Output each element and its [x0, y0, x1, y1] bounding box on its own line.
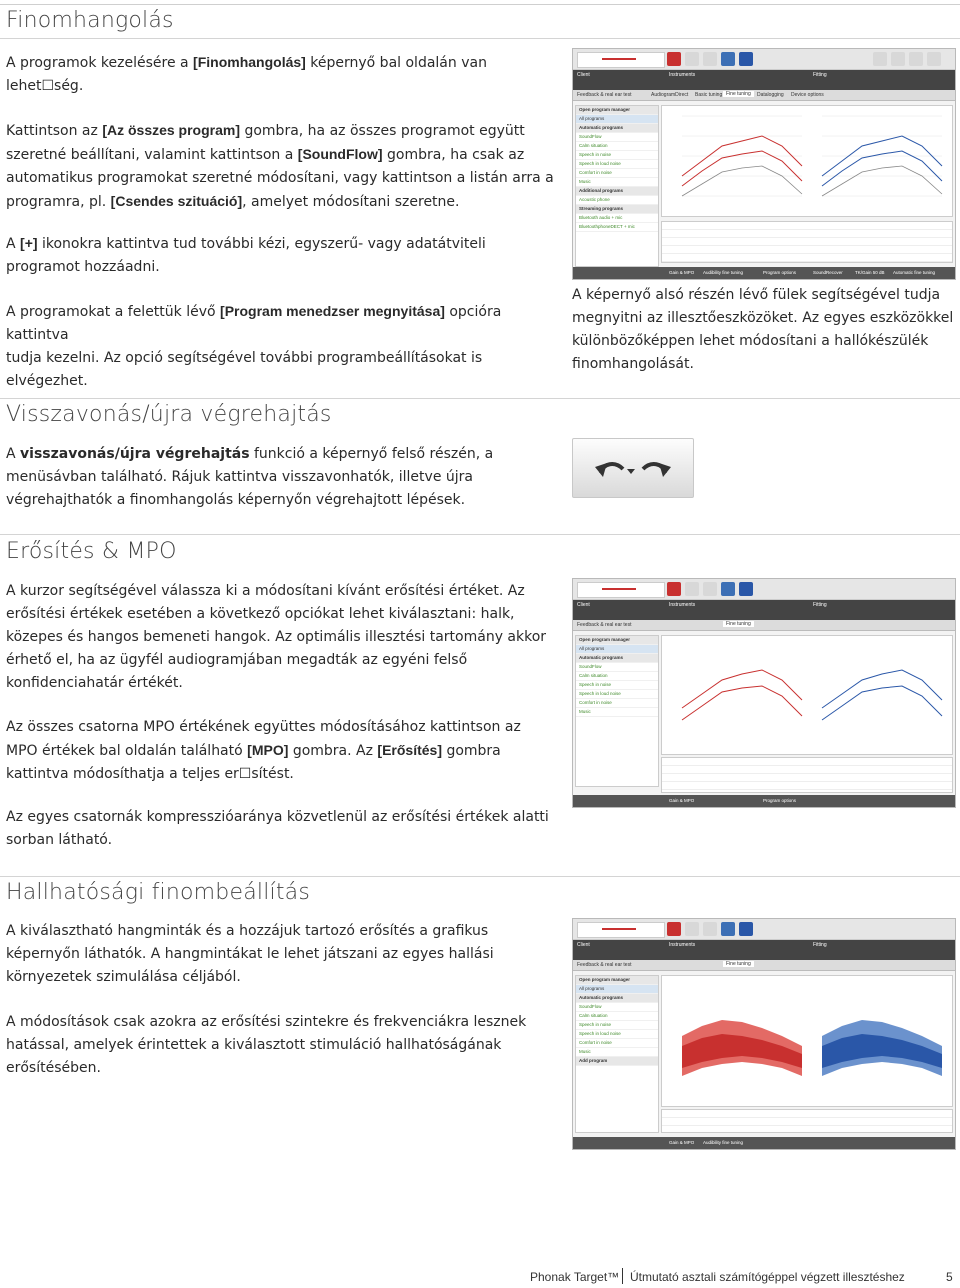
- text: A: [6, 236, 21, 252]
- text: képernyő bal oldalán van lehet☐ség.: [6, 55, 487, 94]
- ui-term: [Csendes szituáció]: [110, 193, 243, 209]
- ui-term: visszavonás/újra végrehajtás: [20, 446, 250, 462]
- program-item[interactable]: Calm situation: [576, 672, 658, 681]
- tab-soundrecover[interactable]: SoundRecover: [813, 270, 843, 275]
- mpo-paragraph-1: A kurzor segítségével válassza ki a módosítani kívánt erősítési értéket. Az erősítési értékek esetében a következő opciókat lehet kiválasztani: halk, közepes és hangos bemeneti hangok. Az optimális illesztési tartomány akkor érhető el, ha az ügyfél audiogramjában megadták az egyéni felső konfidenciahatár értékét.: [6, 583, 547, 691]
- undo-paragraph: [6, 443, 554, 512]
- tab-fitting[interactable]: Fitting: [813, 602, 827, 608]
- program-group: Streaming programs: [576, 205, 658, 214]
- program-list: [575, 975, 659, 1133]
- nav-audiogramdirect[interactable]: AudiogramDirect: [651, 92, 689, 98]
- gain-curves: [662, 106, 952, 216]
- hall-paragraph-2: A módosítások csak azokra az erősítési szintekre és frekvenciákra lesznek hatással, amelyek érintettek a kiválasztott stimuláció hallhatóságának erősítésében.: [6, 1014, 527, 1076]
- program-item[interactable]: Speech in loud noise: [576, 1030, 658, 1039]
- program-item[interactable]: Comfort in noise: [576, 169, 658, 178]
- audibility-screenshot: [572, 918, 956, 1150]
- fine-tuning-screenshot-1: [572, 48, 956, 280]
- program-item[interactable]: Music: [576, 178, 658, 187]
- program-group: Additional programs: [576, 187, 658, 196]
- toolbar-icon: [739, 582, 753, 596]
- top-rule: [0, 4, 960, 5]
- section-title-hallhatosagi: Hallhatósági finombeállítás: [6, 880, 310, 905]
- program-list: [575, 105, 659, 267]
- program-item[interactable]: SoundFlow: [576, 663, 658, 672]
- text: gombra, ha csak az automatikus programokat szeretné módosítani, vagy kattintson a listán arra a programra, pl.: [6, 147, 554, 210]
- program-item[interactable]: Comfort in noise: [576, 1039, 658, 1048]
- toolbar-icon: [873, 52, 887, 66]
- section-rule: [0, 398, 960, 399]
- add-program-button[interactable]: Add program: [576, 1057, 658, 1066]
- nav-basic-tuning[interactable]: Basic tuning: [695, 92, 723, 98]
- tab-tk-gain[interactable]: TK/Gain 50 dB: [855, 270, 885, 275]
- tab-gain-mpo[interactable]: Gain & MPO: [669, 1140, 695, 1145]
- logo: [577, 922, 665, 938]
- toolbar: [573, 49, 955, 70]
- toolbar-icon: [685, 582, 699, 596]
- ui-term: [MPO]: [247, 742, 289, 758]
- fitting-nav: [573, 90, 955, 101]
- open-program-manager[interactable]: Open program manager: [576, 106, 658, 115]
- fitting-nav: [573, 960, 955, 971]
- program-item[interactable]: Speech in noise: [576, 681, 658, 690]
- ui-term: [+]: [20, 235, 38, 251]
- finom-paragraph-3: [6, 232, 554, 279]
- tool-tabs: [573, 795, 955, 807]
- gain-curves: [662, 636, 952, 754]
- text: ikonokra kattintva tud további kézi, egyszerű- vagy adatátviteli programot hozzáadni.: [6, 236, 486, 275]
- open-program-manager[interactable]: Open program manager: [576, 636, 658, 645]
- toolbar-icon: [739, 52, 753, 66]
- gain-table: [661, 757, 953, 793]
- section-rule: [0, 38, 960, 39]
- tab-client[interactable]: Client: [577, 72, 590, 78]
- footer-doc-title: Útmutató asztali számítógéppel végzett illesztéshez: [630, 1270, 905, 1284]
- logo: [577, 52, 665, 68]
- toolbar-icon: [703, 922, 717, 936]
- program-group: Automatic programs: [576, 124, 658, 133]
- section-rule: [0, 534, 960, 535]
- tool-tabs: [573, 267, 955, 279]
- tab-audibility[interactable]: Audibility fine tuning: [703, 1140, 744, 1145]
- toolbar-icon: [685, 922, 699, 936]
- text: A: [6, 446, 21, 462]
- toolbar-icon: [721, 922, 735, 936]
- toolbar: [573, 919, 955, 940]
- text: opcióra kattintva: [6, 304, 502, 343]
- program-item[interactable]: SoundFlow: [576, 133, 658, 142]
- tab-auto-fine-tuning[interactable]: Automatic fine tuning: [893, 270, 936, 275]
- program-group: Automatic programs: [576, 654, 658, 663]
- main-tabs: [573, 940, 955, 960]
- toolbar-icon: [721, 582, 735, 596]
- gain-chart: [661, 635, 953, 755]
- program-all[interactable]: All programs: [576, 645, 658, 654]
- ui-term: [Program menedzser megnyitása]: [220, 303, 445, 319]
- tab-gain-mpo[interactable]: Gain & MPO: [669, 270, 695, 275]
- nav-feedback[interactable]: Feedback & real ear test: [577, 962, 632, 968]
- toolbar-icon: [703, 582, 717, 596]
- tab-audibility[interactable]: Audibility fine tuning: [703, 270, 744, 275]
- toolbar-icon: [721, 52, 735, 66]
- text: A programokat a felettük lévő: [6, 304, 221, 320]
- tab-instruments[interactable]: Instruments: [669, 602, 696, 608]
- hall-paragraph-1: A kiválasztható hangminták és a hozzájuk tartozó erősítés a grafikus képernyőn láthatók. A hangmintákat le lehet játszani az egyes hallási környezetek szimulálása céljából.: [6, 923, 494, 985]
- finom-paragraph-4: [6, 300, 554, 393]
- program-all[interactable]: All programs: [576, 985, 658, 994]
- toolbar-icon: [927, 52, 941, 66]
- program-list: [575, 635, 659, 787]
- tab-program-options[interactable]: Program options: [763, 270, 797, 275]
- tab-fitting[interactable]: Fitting: [813, 942, 827, 948]
- redo-icon[interactable]: [643, 463, 671, 477]
- program-item[interactable]: SoundFlow: [576, 1003, 658, 1012]
- nav-feedback[interactable]: Feedback & real ear test: [577, 92, 632, 98]
- gain-table: [661, 221, 953, 263]
- undo-icon[interactable]: [595, 463, 623, 477]
- program-item[interactable]: Calm situation: [576, 1012, 658, 1021]
- text: gombra, ha az összes programot együtt szeretné beállítani, valamint kattintson a: [6, 123, 525, 163]
- section-title-finomhangolas: Finomhangolás: [6, 8, 174, 33]
- toolbar-icon: [685, 52, 699, 66]
- tab-fitting[interactable]: Fitting: [813, 72, 827, 78]
- program-item[interactable]: BluetoothphoneDECT + mic: [576, 223, 658, 232]
- program-item[interactable]: Speech in noise: [576, 1021, 658, 1030]
- toolbar-icon: [667, 582, 681, 596]
- program-item[interactable]: Acoustic phone: [576, 196, 658, 205]
- ui-term: [Az összes program]: [102, 122, 241, 138]
- text: A programok kezelésére a: [6, 55, 194, 71]
- ui-term: [Erősítés]: [377, 742, 442, 758]
- tab-client[interactable]: Client: [577, 602, 590, 608]
- program-item[interactable]: Bluetooth audio + mic: [576, 214, 658, 223]
- nav-fine-tuning[interactable]: Fine tuning: [723, 621, 754, 627]
- open-program-manager[interactable]: Open program manager: [576, 976, 658, 985]
- program-item[interactable]: Calm situation: [576, 142, 658, 151]
- section-title-mpo: Erősítés & MPO: [6, 539, 177, 564]
- nav-fine-tuning[interactable]: Fine tuning: [723, 91, 754, 97]
- toolbar-icon: [667, 922, 681, 936]
- tab-gain-mpo[interactable]: Gain & MPO: [669, 798, 695, 803]
- finom-right-paragraph: A képernyő alsó részén lévő fülek segítségével tudja megnyitni az illesztőeszközöket. Az egyes eszközökkel különbözőképpen lehet módosítani a hallókészülék finomhangolását.: [572, 287, 954, 372]
- program-item[interactable]: Speech in noise: [576, 151, 658, 160]
- mpo-paragraph-3: Az egyes csatornák kompresszióaránya közvetlenül az erősítési értékek alatti sorban látható.: [6, 809, 549, 848]
- text: gombra kattintva módosíthatja a teljes er☐sítést.: [6, 743, 501, 782]
- footer-separator: [622, 1268, 623, 1284]
- logo: [577, 582, 665, 598]
- fitting-nav: [573, 620, 955, 631]
- fine-tuning-screenshot-2: [572, 578, 956, 808]
- chevron-down-icon[interactable]: [627, 469, 635, 474]
- gain-chart: [661, 105, 953, 217]
- undo-redo-toolbar: [572, 438, 694, 498]
- nav-datalogging[interactable]: Datalogging: [757, 92, 784, 98]
- section-title-visszavonas: Visszavonás/újra végrehajtás: [6, 402, 332, 427]
- section-rule: [0, 876, 960, 877]
- program-group: Automatic programs: [576, 994, 658, 1003]
- mpo-paragraph-2: [6, 716, 554, 786]
- footer-brand: Phonak Target™: [530, 1270, 620, 1284]
- toolbar-icon: [667, 52, 681, 66]
- text: gombra. Az: [288, 743, 378, 759]
- program-item[interactable]: Speech in loud noise: [576, 690, 658, 699]
- ui-term: [SoundFlow]: [297, 146, 383, 162]
- finom-paragraph-1: [6, 51, 554, 98]
- toolbar-icon: [891, 52, 905, 66]
- toolbar: [573, 579, 955, 600]
- text: Az összes csatorna MPO értékének együttes módosításához kattintson az MPO értékek bal oldalán található: [6, 719, 521, 759]
- stimulus-selector[interactable]: [661, 1109, 953, 1133]
- text: Kattintson az: [6, 123, 103, 139]
- page-number: 5: [946, 1270, 953, 1284]
- text: , amelyet módosítani szeretne.: [242, 194, 460, 210]
- nav-fine-tuning[interactable]: Fine tuning: [723, 961, 754, 967]
- main-tabs: [573, 70, 955, 90]
- program-all[interactable]: All programs: [576, 115, 658, 124]
- nav-device-options[interactable]: Device options: [791, 92, 824, 98]
- tool-tabs: [573, 1137, 955, 1149]
- program-item[interactable]: Comfort in noise: [576, 699, 658, 708]
- program-item[interactable]: Music: [576, 708, 658, 717]
- toolbar-icon: [909, 52, 923, 66]
- audibility-bands: [662, 976, 952, 1106]
- program-item[interactable]: Music: [576, 1048, 658, 1057]
- program-item[interactable]: Speech in loud noise: [576, 160, 658, 169]
- tab-instruments[interactable]: Instruments: [669, 942, 696, 948]
- toolbar-icon: [703, 52, 717, 66]
- undo-redo-glyphs: [573, 439, 693, 497]
- main-tabs: [573, 600, 955, 620]
- audibility-chart: [661, 975, 953, 1107]
- ui-term: [Finomhangolás]: [193, 54, 306, 70]
- finom-paragraph-2: [6, 119, 554, 214]
- text: funkció a képernyő felső részén, a menüsávban található. Rájuk kattintva visszavonhatók, illetve újra végrehajthatók a finomhangolás képernyőn végrehajtott lépések.: [6, 446, 494, 508]
- tab-program-options[interactable]: Program options: [763, 798, 797, 803]
- text: tudja kezelni. Az opció segítségével további programbeállításokat is elvégezhet.: [6, 350, 483, 389]
- tab-client[interactable]: Client: [577, 942, 590, 948]
- nav-feedback[interactable]: Feedback & real ear test: [577, 622, 632, 628]
- toolbar-icon: [739, 922, 753, 936]
- tab-instruments[interactable]: Instruments: [669, 72, 696, 78]
